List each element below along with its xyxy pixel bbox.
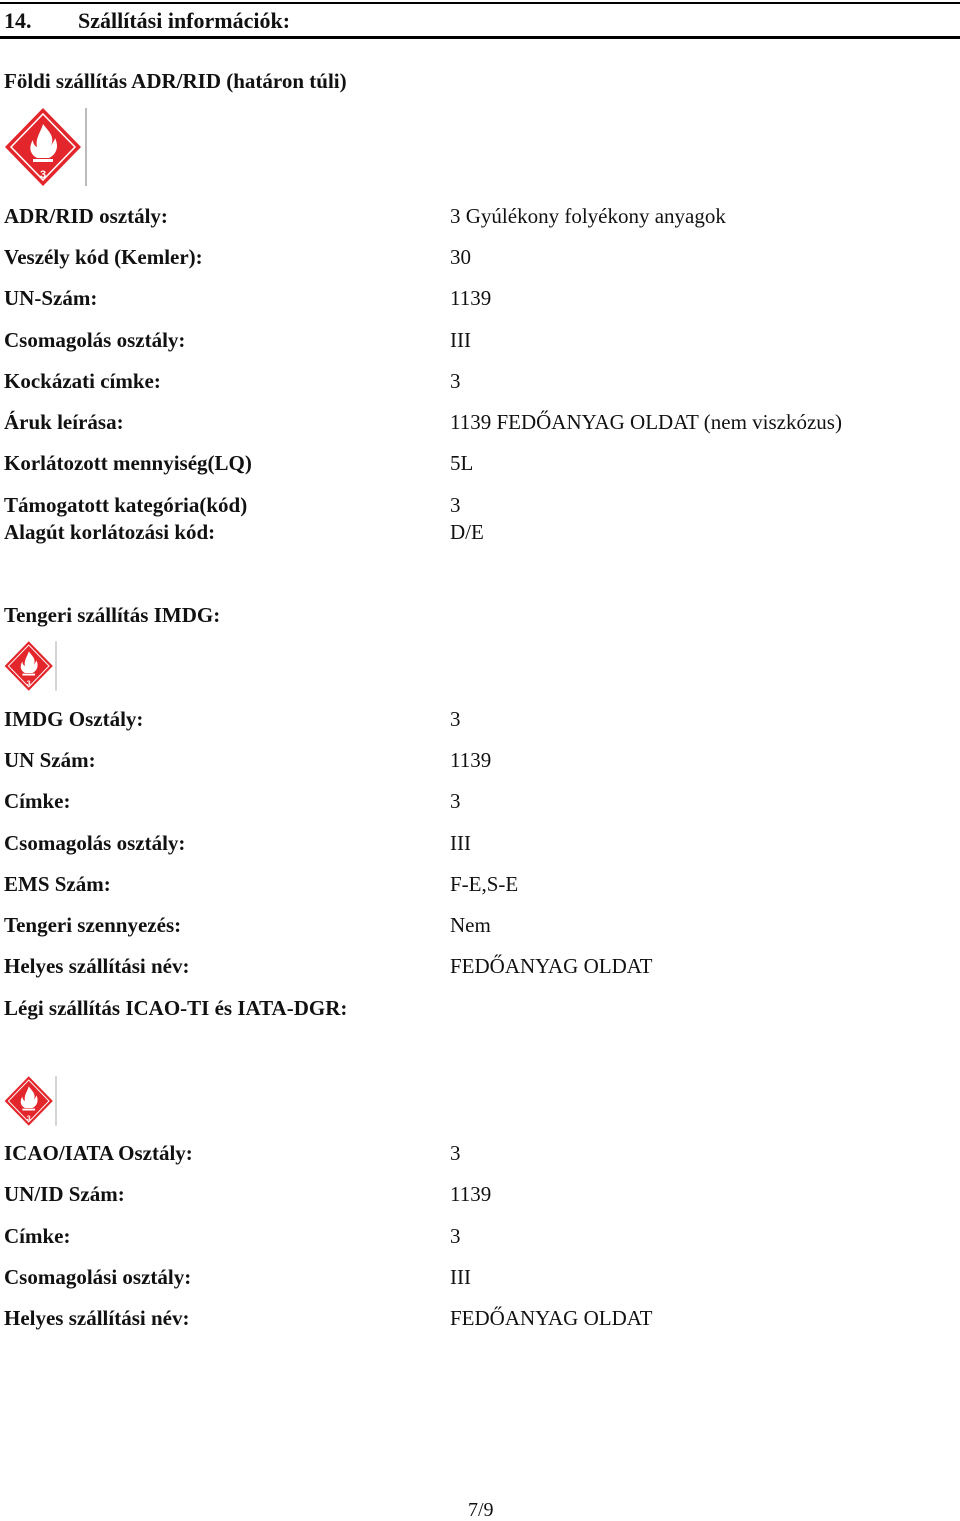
adr-value-2: 1139 <box>450 286 492 310</box>
section-top-rule <box>0 2 960 4</box>
imdg-value-0: 3 <box>450 707 461 731</box>
imdg-value-3: III <box>450 831 471 855</box>
adr-label-4: Kockázati címke: <box>4 369 161 393</box>
imdg-label-3: Csomagolás osztály: <box>4 831 186 855</box>
imdg-value-4: F-E,S-E <box>450 872 519 896</box>
adr-label-0: ADR/RID osztály: <box>4 204 168 228</box>
adr-label-3: Csomagolás osztály: <box>4 328 186 352</box>
svg-text:3: 3 <box>26 680 31 688</box>
adr-value-5: 1139 FEDŐANYAG OLDAT (nem viszkózus) <box>450 410 842 434</box>
section-title: Szállítási információk: <box>78 8 291 33</box>
adr-label-8: Alagút korlátozási kód: <box>4 520 216 544</box>
icao-value-0: 3 <box>450 1141 461 1165</box>
icao-value-1: 1139 <box>450 1182 492 1206</box>
flammable-liquid-class-3-diamond-icon <box>3 1075 57 1127</box>
adr-value-8: D/E <box>450 520 484 544</box>
adr-value-4: 3 <box>450 369 461 393</box>
section-number: 14. <box>4 8 32 33</box>
adr-value-1: 30 <box>450 245 471 269</box>
imdg-label-2: Címke: <box>4 789 71 813</box>
icao-label-2: Címke: <box>4 1224 71 1248</box>
flammable-liquid-class-3-diamond-icon <box>3 106 87 188</box>
icao-value-4: FEDŐANYAG OLDAT <box>450 1306 653 1330</box>
imdg-label-5: Tengeri szennyezés: <box>4 913 182 937</box>
imdg-value-5: Nem <box>450 913 491 937</box>
icao-value-2: 3 <box>450 1224 461 1248</box>
adr-label-6: Korlátozott mennyiség(LQ) <box>4 451 252 475</box>
imdg-label-1: UN Szám: <box>4 748 96 772</box>
imdg-label-4: EMS Szám: <box>4 872 111 896</box>
imdg-heading: Tengeri szállítás IMDG: <box>4 603 221 627</box>
adr-value-0: 3 Gyúlékony folyékony anyagok <box>450 204 726 228</box>
icao-value-3: III <box>450 1265 471 1289</box>
adr-label-2: UN-Szám: <box>4 286 98 310</box>
adr-value-3: III <box>450 328 471 352</box>
adr-value-6: 5L <box>450 451 474 475</box>
flammable-liquid-class-3-diamond-icon <box>3 640 57 692</box>
icao-label-3: Csomagolási osztály: <box>4 1265 192 1289</box>
icao-heading: Légi szállítás ICAO-TI és IATA-DGR: <box>4 996 348 1020</box>
icao-label-4: Helyes szállítási név: <box>4 1306 190 1330</box>
svg-text:3: 3 <box>26 1115 31 1123</box>
imdg-value-6: FEDŐANYAG OLDAT <box>450 954 653 978</box>
icao-label-1: UN/ID Szám: <box>4 1182 125 1206</box>
adr-label-7: Támogatott kategória(kód) <box>4 493 248 517</box>
imdg-label-0: IMDG Osztály: <box>4 707 144 731</box>
section-bottom-rule <box>0 36 960 39</box>
page-number: 7/9 <box>468 1499 494 1521</box>
icao-label-0: ICAO/IATA Osztály: <box>4 1141 193 1165</box>
imdg-value-1: 1139 <box>450 748 492 772</box>
adr-value-7: 3 <box>450 493 461 517</box>
imdg-label-6: Helyes szállítási név: <box>4 954 190 978</box>
svg-text:3: 3 <box>39 169 47 181</box>
imdg-value-2: 3 <box>450 789 461 813</box>
adr-label-1: Veszély kód (Kemler): <box>4 245 203 269</box>
adr-heading: Földi szállítás ADR/RID (határon túli) <box>4 69 347 93</box>
adr-label-5: Áruk leírása: <box>4 410 124 434</box>
